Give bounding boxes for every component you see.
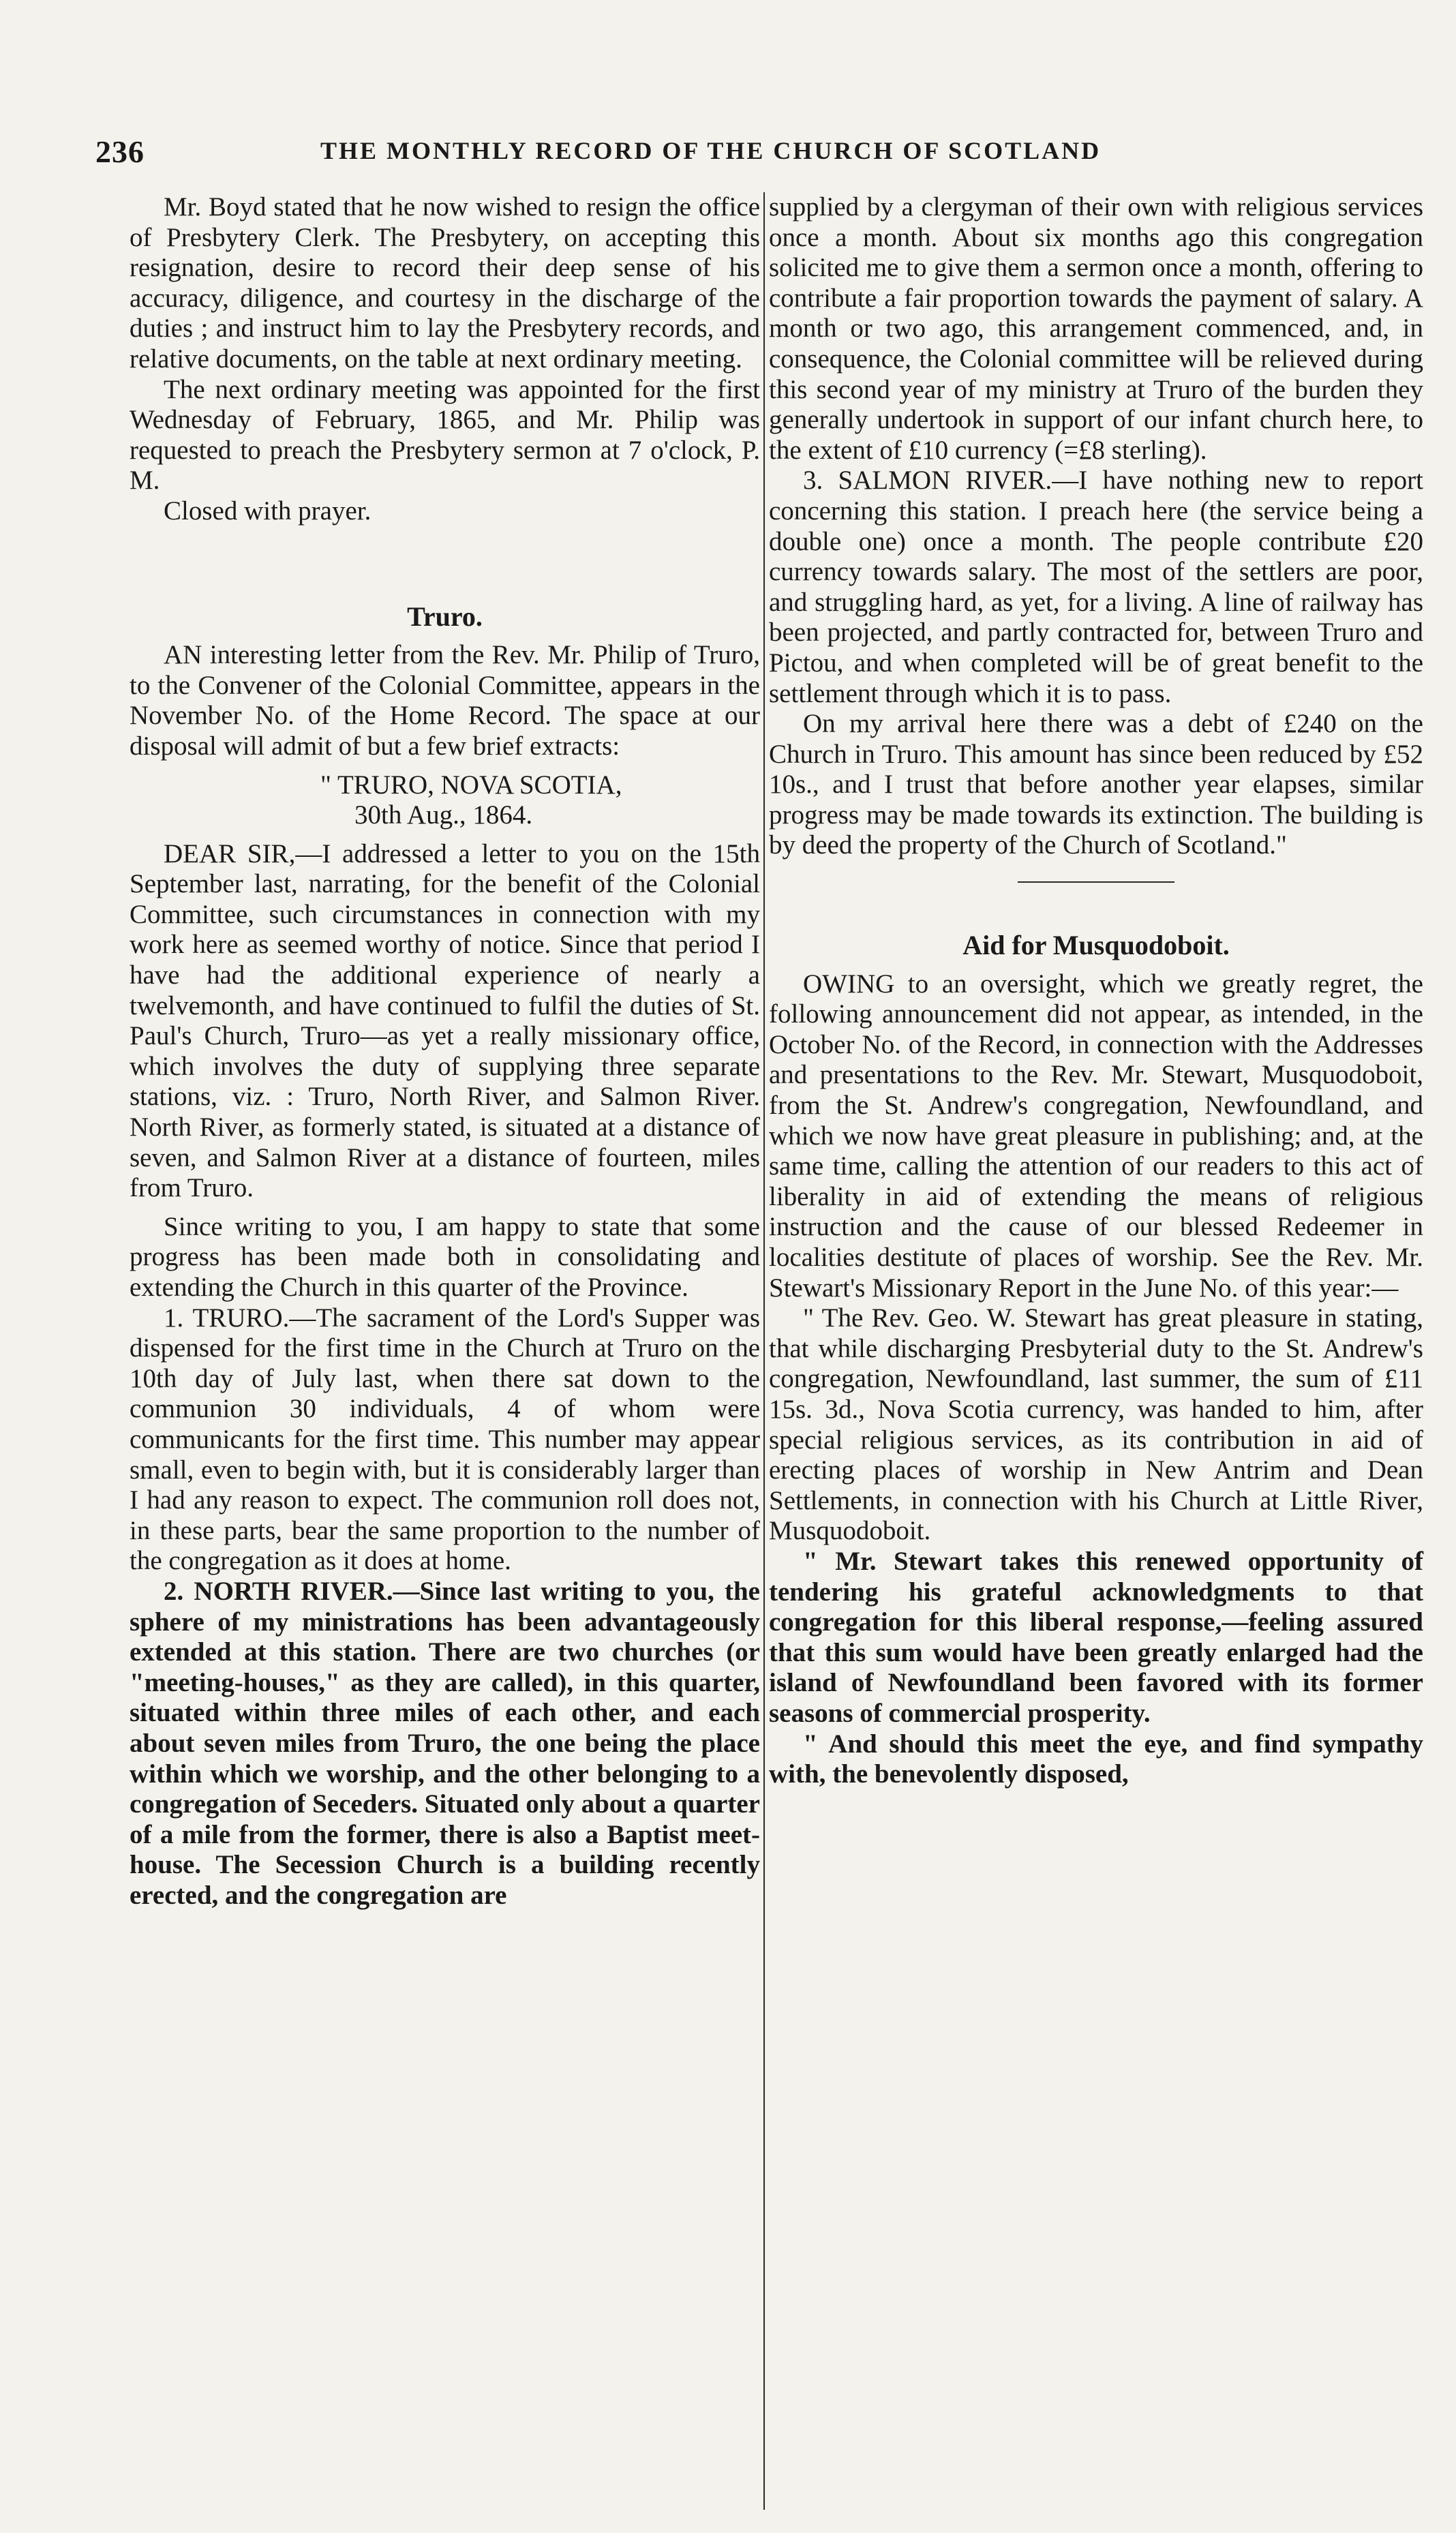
paragraph-north-river: 2. NORTH RIVER.—Since last writing to you, the sphere of my ministrations has been advantageously extended at this station. There are two churches (or "meeting-houses," as they are called), in this quarter, situated within three miles of each other, and each about seven miles from Truro, the one being the place within which we worship, and the other belonging to a congregation of Seceders. Situated only about a quarter of a mile from the former, there is also a Baptist meet-house. The Secession Church is a building recently erected, and the congregation are: [130, 1576, 760, 1910]
article-columns: [95, 192, 1423, 2510]
page-number: 236: [95, 134, 145, 169]
paragraph-dear-sir: DEAR SIR,—I addressed a letter to you on the 15th September last, narrating, for the benefit of the Colonial Committee, such circumstances in connection with my work here as seemed worthy of notice. Since that period I have had the additional experience of nearly a twelvemonth, and have continued to fulfil the duties of St. Paul's Church, Truro—as yet a really missionary office, which involves the duty of supplying three separate stations, viz. : Truro, North River, and Salmon River. North River, as formerly stated, is situated at a distance of seven, and Salmon River at a distance of fourteen, miles from Truro.: [130, 838, 760, 1203]
paragraph-continued: supplied by a clergyman of their own with religious services once a month. About six months ago this congregation solicited me to give them a sermon once a month, offering to contribute a fair proportion towards the payment of salary. A month or two ago, this arrangement commenced, and, in consequence, the Colonial committee will be relieved during this second year of my ministry at Truro of the burden they generally undertook in support of our infant church here, to the extent of £10 currency (=£8 sterling).: [769, 192, 1423, 465]
paragraph-next-meeting: The next ordinary meeting was appointed for the first Wednesday of February, 1865, and Mr. Philip was requested to preach the Presbytery sermon at 7 o'clock, P. M.: [130, 374, 760, 496]
paragraph-owing: OWING to an oversight, which we greatly regret, the following announcement did not appear, as intended, in the October No. of the Record, in connection with the Addresses and presentations to the Rev. Mr. Stewart, Musquodoboit, from the St. Andrew's congregation, Newfoundland, and which we now have great pleasure in publishing; and, at the same time, calling the attention of our readers to this act of liberality in aid of extending the means of religious instruction and the cause of our blessed Redeemer in localities destitute of places of worship. See the Rev. Mr. Stewart's Missionary Report in the June No. of this year:—: [769, 969, 1423, 1303]
section-heading-truro: Truro.: [407, 601, 483, 632]
running-head: [95, 134, 1361, 175]
paragraph-truro-intro: AN interesting letter from the Rev. Mr. Philip of Truro, to the Convener of the Colonial Committee, appears in the November No. of the Home Record. The space at our disposal will admit of but a few brief extracts:: [130, 640, 760, 761]
dateline-date: 30th Aug., 1864.: [354, 800, 533, 830]
paragraph-closed-prayer: Closed with prayer.: [164, 496, 371, 526]
section-heading-musquodoboit: Aid for Musquodoboit.: [962, 930, 1230, 961]
paragraph-sympathy: " And should this meet the eye, and find sympathy with, the benevolently disposed,: [769, 1729, 1423, 1789]
paragraph-stewart-thanks: " Mr. Stewart takes this renewed opportunity of tendering his grateful acknowledgments to that congregation for this liberal response,—feeling assured that this sum would have been greatly enlarged had the island of Newfoundland been favored with its former seasons of commercial prosperity.: [769, 1546, 1423, 1728]
section-divider: [1018, 881, 1174, 883]
right-column: [769, 192, 1423, 1790]
paragraph-presbytery-clerk: Mr. Boyd stated that he now wished to resign the office of Presbytery Clerk. The Presbytery, on accepting this resignation, desire to record their deep sense of his accuracy, diligence, and courtesy in the discharge of the duties ; and instruct him to lay the Presbytery records, and relative documents, on the table at next ordinary meeting.: [130, 192, 760, 374]
paragraph-truro-station: 1. TRURO.—The sacrament of the Lord's Supper was dispensed for the first time in the Church at Truro on the 10th day of July last, when there sat down to the communion 30 individuals, 4 of whom were communicants for the first time. This number may appear small, even to begin with, but it is considerably larger than I had any reason to expect. The communion roll does not, in these parts, bear the same proportion to the number of the congregation as it does at home.: [130, 1303, 760, 1576]
paragraph-stewart-statement: " The Rev. Geo. W. Stewart has great pleasure in stating, that while discharging Presbyterial duty to the St. Andrew's congregation, Newfoundland, last summer, the sum of £11 15s. 3d., Nova Scotia currency, was handed to him, after special religious services, as its contribution in aid of erecting places of worship in New Antrim and Dean Settlements, in connection with his Church at Little River, Musquodoboit.: [769, 1303, 1423, 1546]
left-column: [130, 192, 760, 1911]
running-title: THE MONTHLY RECORD OF THE CHURCH OF SCOTLAND: [320, 137, 1102, 164]
paragraph-progress: Since writing to you, I am happy to state that some progress has been made both in consolidating and extending the Church in this quarter of the Province.: [130, 1211, 760, 1302]
paragraph-salmon-river: 3. SALMON RIVER.—I have nothing new to report concerning this station. I preach here (the service being a double one) once a month. The people contribute £20 currency towards salary. The most of the settlers are poor, and struggling hard, as yet, for a living. A line of railway has been projected, and partly contracted for, between Truro and Pictou, and when completed will be of great benefit to the settlement through which it is to pass.: [769, 466, 1423, 708]
paragraph-debt: On my arrival here there was a debt of £240 on the Church in Truro. This amount has since been reduced by £52 10s., and I trust that before another year elapses, similar progress may be made towards its extinction. The building is by deed the property of the Church of Scotland.": [769, 709, 1423, 860]
column-rule: [763, 192, 765, 2510]
dateline-place: " TRURO, NOVA SCOTIA,: [320, 770, 622, 800]
